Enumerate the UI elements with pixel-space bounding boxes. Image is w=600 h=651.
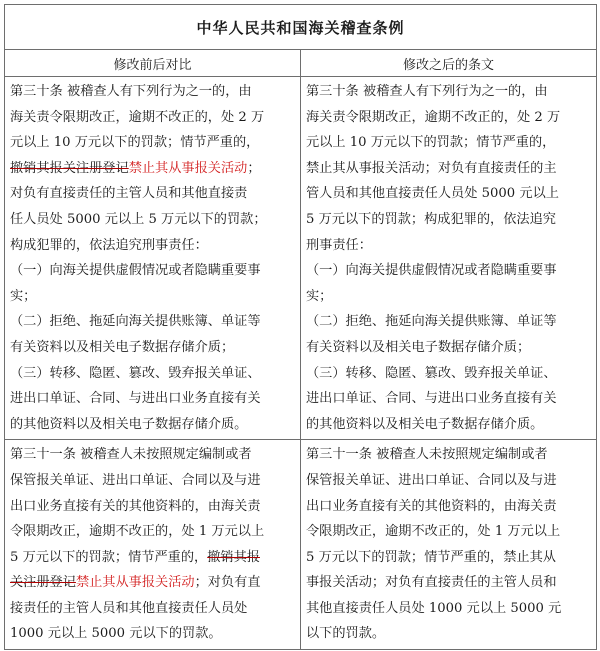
text-segment: 令限期改正，逾期不改正的，处 1 万元以上 xyxy=(306,524,561,540)
deleted-text: 撤销其报关注册登记 xyxy=(10,160,129,176)
text-segment: 其他直接责任人员处 1000 元以上 5000 元 xyxy=(306,600,562,616)
text-segment: 出口业务直接有关的其他资料的，由海关责 xyxy=(10,498,261,514)
text-line xyxy=(10,181,295,207)
text-line xyxy=(10,207,295,233)
text-line xyxy=(306,79,591,105)
text-segment: 第三十条 被稽查人有下列行为之一的，由 xyxy=(306,84,548,99)
text-line xyxy=(306,335,591,361)
article-31-after xyxy=(301,440,597,650)
text-segment: 元以上 10 万元以下的罚款；情节严重的， xyxy=(306,135,556,151)
text-segment: 海关责令限期改正，逾期不改正的，处 2 万 xyxy=(10,109,265,125)
text-line xyxy=(306,386,591,412)
inserted-text: 禁止其从事报关活动 xyxy=(75,575,195,591)
text-segment: 1000 元以上 5000 元以下的罚款。 xyxy=(10,626,222,642)
column-header-after: 修改之后的条文 xyxy=(301,50,597,77)
text-line xyxy=(10,284,295,310)
text-segment: 5 万元以下的罚款；情节严重的，禁止其从 xyxy=(306,549,556,565)
text-line xyxy=(10,79,295,105)
column-header-before: 修改前后对比 xyxy=(5,50,301,77)
text-line xyxy=(10,386,295,412)
text-line xyxy=(306,468,591,494)
text-line xyxy=(306,309,591,335)
text-line xyxy=(306,570,591,596)
text-line xyxy=(306,284,591,310)
text-segment: ；对负有直 xyxy=(194,575,261,591)
text-segment: 第三十一条 被稽查人未按照规定编制或者 xyxy=(10,447,252,463)
text-segment: 的其他资料以及相关电子数据存储介质。 xyxy=(10,416,248,432)
text-segment: 第三十条 被稽查人有下列行为之一的，由 xyxy=(10,84,252,99)
text-line xyxy=(10,130,295,156)
text-line xyxy=(10,442,295,468)
text-line xyxy=(306,233,591,259)
text-segment: 保管报关单证、进出口单证、合同以及与进 xyxy=(306,472,557,488)
text-segment: 刑事责任： xyxy=(306,237,372,253)
text-line xyxy=(10,412,295,438)
text-segment: 禁止其从事报关活动；对负有直接责任的主 xyxy=(306,160,557,176)
comparison-table xyxy=(4,4,597,650)
text-line xyxy=(306,545,591,571)
text-line xyxy=(306,442,591,468)
text-segment: （二）拒绝、拖延向海关提供账簿、单证等 xyxy=(306,314,557,330)
text-segment: 实； xyxy=(306,288,333,304)
text-segment: 令限期改正，逾期不改正的，处 1 万元以上 xyxy=(10,524,265,540)
text-line xyxy=(10,156,295,182)
text-line xyxy=(306,207,591,233)
text-segment: 元以上 10 万元以下的罚款；情节严重的， xyxy=(10,135,260,151)
text-line xyxy=(10,233,295,259)
text-segment: 对负有直接责任的主管人员和其他直接责 xyxy=(10,186,248,202)
text-line xyxy=(306,494,591,520)
text-segment: 任人员处 5000 元以上 5 万元以下的罚款； xyxy=(10,211,267,227)
text-line xyxy=(10,335,295,361)
text-line xyxy=(10,596,295,622)
text-line xyxy=(306,156,591,182)
text-segment: （三）转移、隐匿、篡改、毁弃报关单证、 xyxy=(10,365,261,381)
inserted-text: 禁止其从事报关活动 xyxy=(128,160,248,176)
text-segment: 出口业务直接有关的其他资料的，由海关责 xyxy=(306,498,557,514)
text-line xyxy=(306,596,591,622)
deleted-text: 关注册登记 xyxy=(10,575,76,591)
text-segment: 事报关活动；对负有直接责任的主管人员和 xyxy=(306,575,557,591)
text-line xyxy=(10,258,295,284)
text-line xyxy=(306,181,591,207)
text-line xyxy=(10,468,295,494)
text-segment: 5 万元以下的罚款；构成犯罪的，依法追究 xyxy=(306,211,556,227)
text-line xyxy=(10,519,295,545)
text-line xyxy=(306,361,591,387)
text-line xyxy=(306,412,591,438)
text-segment: 构成犯罪的，依法追究刑事责任： xyxy=(10,237,208,253)
text-line xyxy=(10,494,295,520)
text-line xyxy=(306,105,591,131)
article-31-row xyxy=(5,440,597,650)
text-segment: 以下的罚款。 xyxy=(306,626,386,642)
article-30-after xyxy=(301,77,597,440)
text-segment: 海关责令限期改正，逾期不改正的，处 2 万 xyxy=(306,109,561,125)
column-header-row xyxy=(5,50,597,77)
text-line xyxy=(306,519,591,545)
deleted-text: 撤销其报 xyxy=(207,549,260,565)
text-line xyxy=(306,130,591,156)
text-line xyxy=(10,621,295,647)
text-segment: （三）转移、隐匿、篡改、毁弃报关单证、 xyxy=(306,365,557,381)
document-title: 中华人民共和国海关稽查条例 xyxy=(5,5,597,50)
text-line xyxy=(306,258,591,284)
article-30-row xyxy=(5,77,597,440)
article-31-before xyxy=(5,440,301,650)
text-line xyxy=(10,361,295,387)
text-segment: 有关资料以及相关电子数据存储介质； xyxy=(306,339,531,355)
text-segment: 有关资料以及相关电子数据存储介质； xyxy=(10,339,235,355)
text-segment: 接责任的主管人员和其他直接责任人员处 xyxy=(10,600,248,616)
article-30-before xyxy=(5,77,301,440)
text-line xyxy=(10,105,295,131)
text-segment: 进出口单证、合同、与进出口业务直接有关 xyxy=(306,391,557,407)
text-segment: （一）向海关提供虚假情况或者隐瞒重要事 xyxy=(306,263,557,279)
text-line xyxy=(10,545,295,571)
text-line xyxy=(10,570,295,596)
text-segment: 第三十一条 被稽查人未按照规定编制或者 xyxy=(306,447,548,463)
text-line xyxy=(10,309,295,335)
text-segment: （二）拒绝、拖延向海关提供账簿、单证等 xyxy=(10,314,261,330)
text-segment: 保管报关单证、进出口单证、合同以及与进 xyxy=(10,472,261,488)
text-segment: 的其他资料以及相关电子数据存储介质。 xyxy=(306,416,544,432)
text-segment: 管人员和其他直接责任人员处 5000 元以上 xyxy=(306,186,559,202)
text-segment: ； xyxy=(247,160,261,176)
text-segment: 实； xyxy=(10,288,37,304)
text-line xyxy=(306,621,591,647)
text-segment: （一）向海关提供虚假情况或者隐瞒重要事 xyxy=(10,263,261,279)
text-segment: 5 万元以下的罚款；情节严重的， xyxy=(10,549,208,565)
title-row xyxy=(5,5,597,50)
text-segment: 进出口单证、合同、与进出口业务直接有关 xyxy=(10,391,261,407)
